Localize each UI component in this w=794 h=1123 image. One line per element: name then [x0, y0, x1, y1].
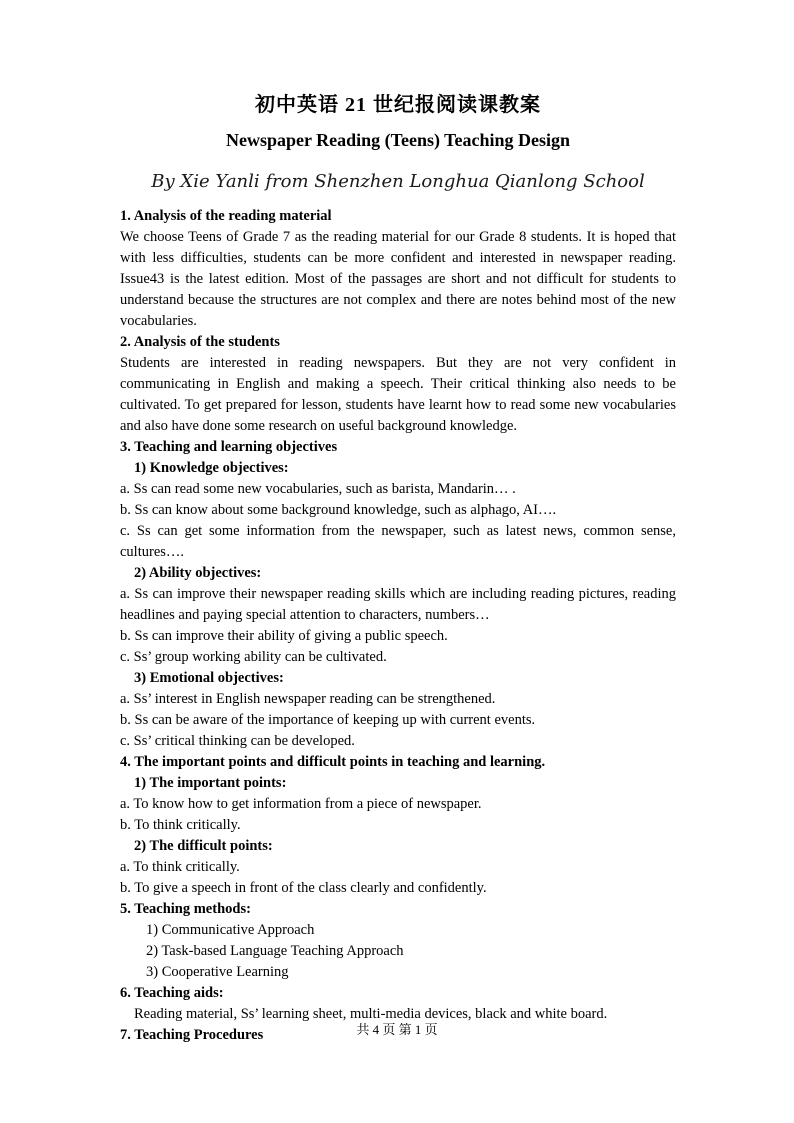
doc-block-item: b. Ss can improve their ability of giving a public speech. — [120, 628, 448, 644]
doc-block-method: 1) Communicative Approach — [146, 922, 315, 938]
doc-block-subheading: 3) Emotional objectives: — [134, 670, 284, 686]
doc-block-heading: 4. The important points and difficult points in teaching and learning. — [120, 754, 546, 770]
doc-block-indent-para: Reading material, Ss’ learning sheet, multi-media devices, black and white board. — [134, 1006, 608, 1022]
doc-block-heading: 1. Analysis of the reading material — [120, 208, 332, 224]
doc-block-heading: 7. Teaching Procedures — [120, 1027, 264, 1043]
doc-block-method: 3) Cooperative Learning — [146, 964, 289, 980]
doc-block-heading: 6. Teaching aids: — [120, 985, 224, 1001]
doc-block-item: b. Ss can be aware of the importance of keeping up with current events. — [120, 712, 536, 728]
page-number-footer: 共 4 页 第 1 页 — [356, 1022, 438, 1037]
doc-block-item: c. Ss’ critical thinking can be developed. — [120, 733, 355, 749]
page-title-chinese: 初中英语 21 世纪报阅读课教案 — [255, 94, 541, 116]
doc-block-heading: 2. Analysis of the students — [120, 334, 280, 350]
doc-content — [120, 206, 676, 1046]
doc-block-para: We choose Teens of Grade 7 as the reading material for our Grade 8 students. It is hoped that with less difficulties, students can be more confident and interested in newspaper reading. Issue43 is the latest edition. Most of the passages are short and not difficult for students to understand because the structures are not complex and there are notes behind most of the new vocabularies. — [120, 229, 676, 329]
doc-block-para: Students are interested in reading newspapers. But they are not very confident in communicating in English and making a speech. Their critical thinking also needs to be cultivated. To get prepared for lesson, students have learnt how to read some new vocabularies and also have done some research on useful background knowledge. — [120, 355, 676, 434]
doc-block-item: b. Ss can know about some background knowledge, such as alphago, AI…. — [120, 502, 557, 518]
page-title-english: Newspaper Reading (Teens) Teaching Design — [225, 130, 571, 150]
doc-block-item: c. Ss’ group working ability can be cultivated. — [120, 649, 387, 665]
doc-block-heading: 5. Teaching methods: — [120, 901, 251, 917]
doc-block-item: c. Ss can get some information from the newspaper, such as latest news, common sense, cultures…. — [120, 523, 676, 560]
doc-block-item: a. Ss can improve their newspaper reading skills which are including reading pictures, reading headlines and paying special attention to characters, numbers… — [120, 586, 676, 623]
doc-block-subheading: 1) The important points: — [134, 775, 287, 791]
doc-block-item: a. Ss’ interest in English newspaper reading can be strengthened. — [120, 691, 496, 707]
doc-block-item: b. To think critically. — [120, 817, 241, 833]
author-byline: By Xie Yanli from Shenzhen Longhua Qianlong School — [151, 171, 645, 192]
doc-block-subheading: 2) Ability objectives: — [134, 565, 262, 581]
doc-block-method: 2) Task-based Language Teaching Approach — [146, 943, 404, 959]
doc-block-subheading: 2) The difficult points: — [134, 838, 273, 854]
doc-block-item: a. Ss can read some new vocabularies, such as barista, Mandarin… . — [120, 481, 516, 497]
doc-block-item: a. To think critically. — [120, 859, 240, 875]
doc-block-subheading: 1) Knowledge objectives: — [134, 460, 289, 476]
doc-block-item: a. To know how to get information from a piece of newspaper. — [120, 796, 482, 812]
doc-block-heading: 3. Teaching and learning objectives — [120, 439, 338, 455]
doc-block-item: b. To give a speech in front of the class clearly and confidently. — [120, 880, 487, 896]
